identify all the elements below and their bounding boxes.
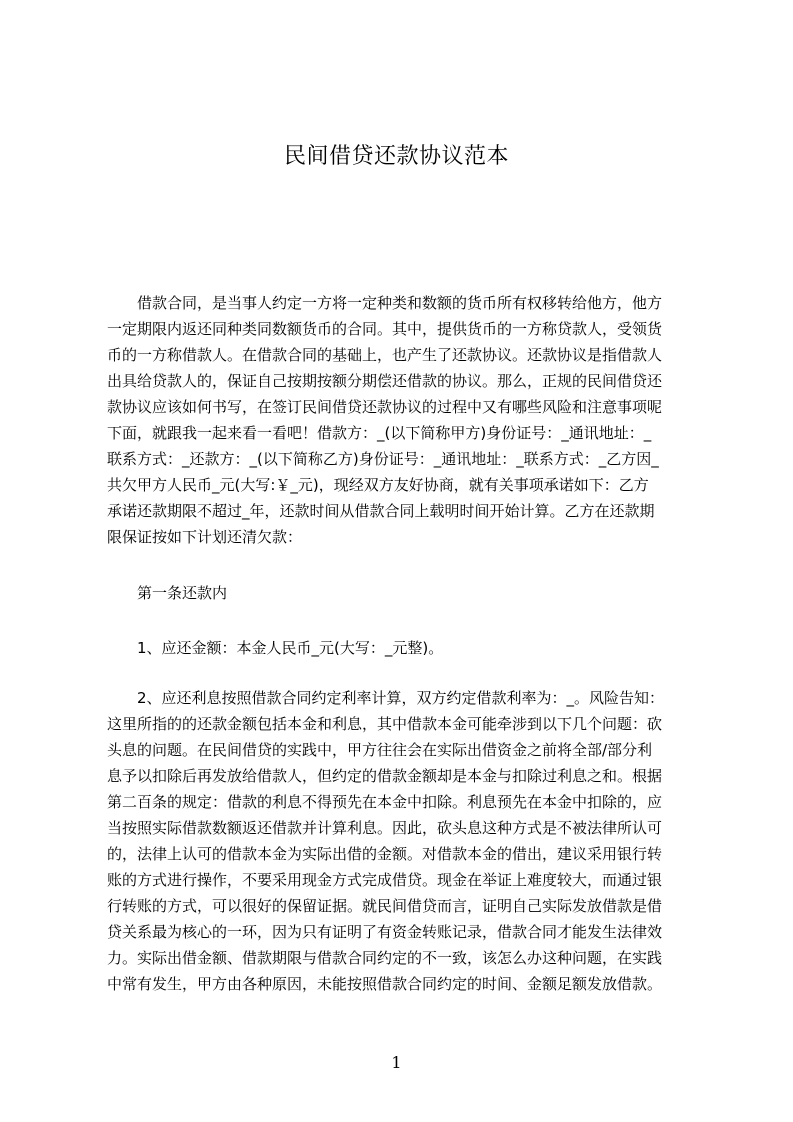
item-2-line: 力。实际出借金额、借款期限与借款合同约定的不一致，该怎么办这种问题，在实践 xyxy=(107,949,663,967)
section-heading xyxy=(107,580,699,606)
item-2-line: 账的方式进行操作，不要采用现金方式完成借贷。现金在举证上难度较大，而通过银 xyxy=(107,871,663,889)
intro-line: 共欠甲方人民币_元(大写:￥_元)，现经双方友好协商，就有关事项承诺如下：乙方 xyxy=(107,476,649,494)
intro-line: 款协议应该如何书写，在签订民间借贷还款协议的过程中又有哪些风险和注意事项呢 xyxy=(107,398,663,416)
intro-line: 联系方式：_还款方：_(以下简称乙方)身份证号：_通讯地址：_联系方式：_乙方因_ xyxy=(107,450,659,468)
intro-line: 借款合同，是当事人约定一方将一定种类和数额的货币所有权移转给他方，他方 xyxy=(107,294,663,312)
item-2-line: 第二百条的规定：借款的利息不得预先在本金中扣除。利息预先在本金中扣除的，应 xyxy=(107,793,663,811)
item-2-line: 的，法律上认可的借款本金为实际出借的金额。对借款本金的借出，建议采用银行转 xyxy=(107,845,663,863)
item-2-line: 息予以扣除后再发放给借款人，但约定的借款金额却是本金与扣除过利息之和。根据 xyxy=(107,767,663,785)
item-2-line: 头息的问题。在民间借贷的实践中，甲方往往会在实际出借资金之前将全部/部分利 xyxy=(107,741,653,759)
item-1-paragraph xyxy=(107,635,699,661)
item-2-line: 当按照实际借款数额返还借款并计算利息。因此，砍头息这种方式是不被法律所认可 xyxy=(107,819,663,837)
page-title: 民间借贷还款协议范本 xyxy=(283,144,509,169)
item-2-line: 中常有发生，甲方由各种原因，未能按照借款合同约定的时间、金额足额发放借款。 xyxy=(107,975,663,993)
intro-line: 下面，就跟我一起来看一看吧！借款方：_(以下简称甲方)身份证号：_通讯地址：_ xyxy=(107,424,652,442)
intro-line: 币的一方称借款人。在借款合同的基础上，也产生了还款协议。还款协议是指借款人 xyxy=(107,346,663,364)
item-2-line: 这里所指的的还款金额包括本金和利息，其中借款本金可能牵涉到以下几个问题：砍 xyxy=(107,715,663,733)
intro-line: 一定期限内返还同种类同数额货币的合同。其中，提供货币的一方称贷款人，受领货 xyxy=(107,320,663,338)
intro-line: 出具给贷款人的，保证自己按期按额分期偿还借款的协议。那么，正规的民间借贷还 xyxy=(107,372,663,390)
item-2-paragraph xyxy=(107,685,699,997)
item-2-line: 2、应还利息按照借款合同约定利率计算，双方约定借款利率为：_。风险告知： xyxy=(107,689,665,707)
intro-line: 限保证按如下计划还清欠款： xyxy=(107,528,303,546)
page-number: 1 xyxy=(391,1053,402,1072)
section-heading-text: 第一条还款内 xyxy=(107,584,228,602)
item-1-text: 1、应还金额：本金人民币_元(大写：_元整)。 xyxy=(107,639,444,657)
item-2-line: 贷关系最为核心的一环，因为只有证明了有资金转账记录，借款合同才能发生法律效 xyxy=(107,923,663,941)
intro-line: 承诺还款期限不超过_年，还款时间从借款合同上载明时间开始计算。乙方在还款期 xyxy=(107,502,655,520)
item-2-line: 行转账的方式，可以很好的保留证据。就民间借贷而言，证明自己实际发放借款是借 xyxy=(107,897,663,915)
intro-paragraph xyxy=(107,290,699,550)
